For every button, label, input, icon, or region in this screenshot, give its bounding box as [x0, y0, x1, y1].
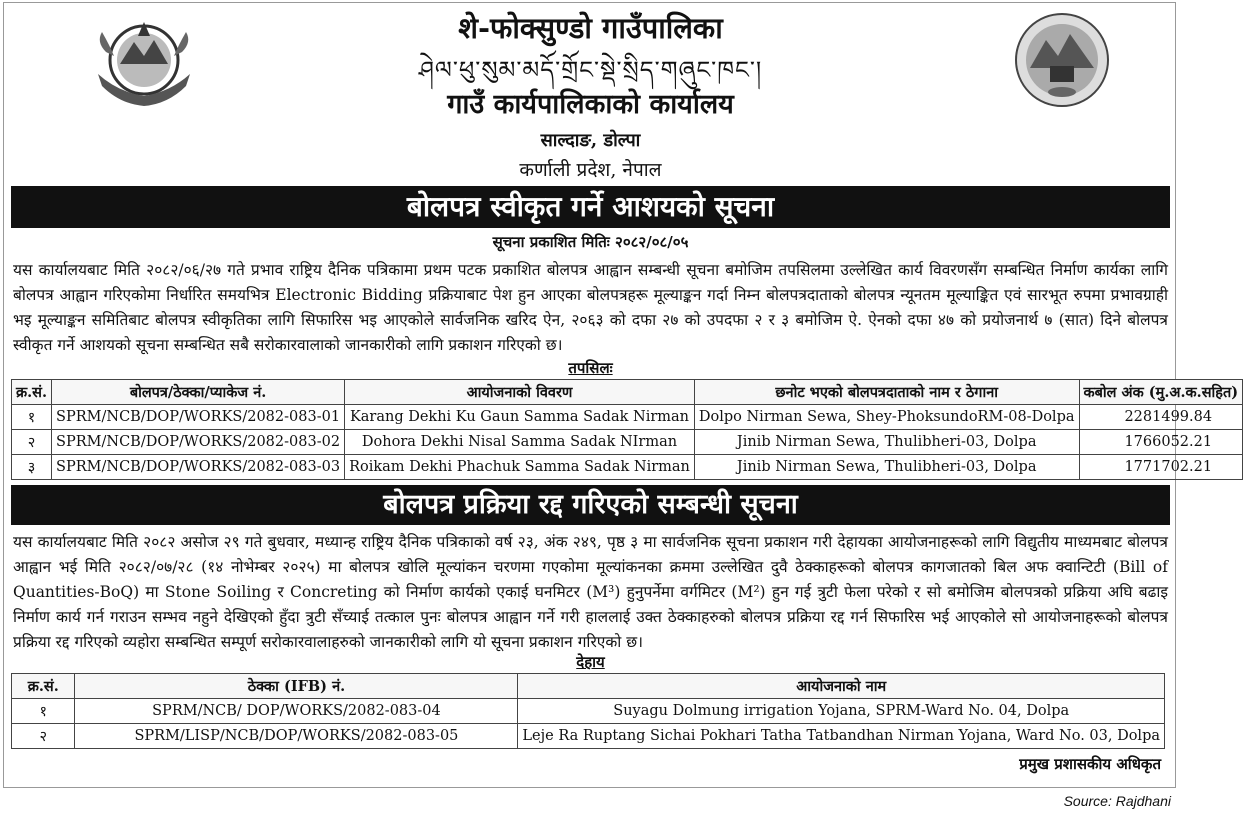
office-name: गाउँ कार्यपालिकाको कार्यालय	[447, 89, 734, 120]
cell-bidder: Jinib Nirman Sewa, Thulibheri-03, Dolpa	[694, 455, 1079, 480]
cell-package: SPRM/NCB/DOP/WORKS/2082-083-02	[52, 430, 345, 455]
table-row	[12, 699, 1165, 724]
table-row	[12, 455, 1243, 480]
cell-package: SPRM/NCB/DOP/WORKS/2082-083-01	[52, 405, 345, 430]
cell-package: SPRM/NCB/DOP/WORKS/2082-083-03	[52, 455, 345, 480]
table-heading-details: तपसिलः	[568, 359, 613, 377]
cell-project: Suyagu Dolmung irrigation Yojana, SPRM-Ward No. 04, Dolpa	[518, 699, 1165, 724]
column-header-sn: क्र.सं.	[12, 380, 52, 405]
cell-ifb: SPRM/LISP/NCB/DOP/WORKS/2082-083-05	[75, 724, 518, 749]
table-header-row	[12, 674, 1165, 699]
column-header-amount: कबोल अंक (मु.अ.क.सहित)	[1079, 380, 1243, 405]
office-location: साल्दाङ, डोल्पा	[540, 130, 641, 151]
cell-project: Karang Dekhi Ku Gaun Samma Sadak Nirman	[345, 405, 695, 430]
bid-acceptance-table	[11, 379, 1243, 480]
cell-bidder: Dolpo Nirman Sewa, Shey-PhoksundoRM-08-Dolpa	[694, 405, 1079, 430]
table-row	[12, 724, 1165, 749]
cell-sn: १	[12, 405, 52, 430]
table-row	[12, 430, 1243, 455]
column-header-package: बोलपत्र/ठेक्का/प्याकेज नं.	[52, 380, 345, 405]
signatory-title: प्रमुख प्रशासकीय अधिकृत	[1019, 755, 1161, 773]
cell-amount: 2281499.84	[1079, 405, 1243, 430]
table-row	[12, 405, 1243, 430]
column-header-project: आयोजनाको नाम	[518, 674, 1165, 699]
municipality-name: शे-फोक्सुण्डो गाउँपालिका	[458, 11, 723, 45]
cell-sn: १	[12, 699, 75, 724]
column-header-ifb: ठेक्का (IFB) नं.	[75, 674, 518, 699]
cell-bidder: Jinib Nirman Sewa, Thulibheri-03, Dolpa	[694, 430, 1079, 455]
cell-project: Roikam Dekhi Phachuk Samma Sadak Nirman	[345, 455, 695, 480]
notice-title-bid-cancellation: बोलपत्र प्रक्रिया रद्द गरिएको सम्बन्धी सूचना	[11, 485, 1170, 525]
source-credit: Source: Rajdhani	[1063, 793, 1171, 809]
cell-project: Dohora Dekhi Nisal Samma Sadak NIrman	[345, 430, 695, 455]
municipality-name-tibetan: ཤེལ་ཕུ་སུམ་མདོ་གྲོང་སྡེ་སྲིད་གཞུང་ཁང་།	[418, 56, 763, 84]
cell-amount: 1766052.21	[1079, 430, 1243, 455]
notice-title-bid-acceptance: बोलपत्र स्वीकृत गर्ने आशयको सूचना	[11, 186, 1170, 228]
bid-cancellation-table	[11, 673, 1165, 749]
notice-body-bid-acceptance: यस कार्यालयबाट मिति २०८२/०६/२७ गते प्रभाव राष्ट्रिय दैनिक पत्रिकामा प्रथम पटक प्रकाशित बोलपत्र आह्वान सम्बन्धी सूचना बमोजिम तपसिलमा उल्लेखित कार्य विवरणसँग सम्बन्धित निर्माण कार्यका लागि बोलपत्र आह्वान गरिएकोमा निर्धारित समयभित्र Electronic Bidding प्रक्रियाबाट पेश हुन आएका बोलपत्रहरू मूल्याङ्कन गर्दा निम्न बोलपत्रदाताको बोलपत्र न्यूनतम मूल्याङ्कित एवं सारभूत रुपमा प्रभावग्राही भइ मूल्याङ्कन समितिबाट बोलपत्र स्वीकृतिका लागि सिफारिस भइ आएकोले सार्वजनिक खरिद ऐन, २०६३ को दफा २७ को उपदफा २ र ३ बमोजिम ऐ. ऐनको दफा ४७ को प्रयोजनार्थ ७ (सात) दिने बोलपत्र स्वीकृत गर्ने आशयको सूचना सम्बन्धित सबै सरोकारवालाको जानकारीको लागि प्रकाशन गरिएको छ।	[13, 261, 1168, 354]
province-name: कर्णाली प्रदेश, नेपाल	[519, 159, 662, 181]
notice-body-bid-cancellation: यस कार्यालयबाट मिति २०८२ असोज २९ गते बुधवार, मध्यान्ह राष्ट्रिय दैनिक पत्रिकाको वर्ष २३, अंक २४९, पृष्ठ ३ मा सार्वजनिक सूचना प्रकाशन गरी देहायका आयोजनाहरूको लागि विद्युतीय माध्यमबाट बोलपत्र आह्वान भई मिति २०८२/०७/२८ (१४ नोभेम्बर २०२५) मा बोलपत्र खोलि मूल्यांकन चरणमा गएकोमा मूल्यांकनका क्रममा उल्लेखित दुवै ठेक्काहरूको बोलपत्र कागजातको बिल अफ क्वान्टिटी (Bill of Quantities-BoQ) मा Stone Soiling र Concreting को निर्माण कार्यको एकाई घनमिटर (M³) हुनुपर्नेमा वर्गमिटर (M²) हुन गई त्रुटी फेला परेको र सो बमोजिम बोलपत्रको प्रक्रिया अघि बढाइ निर्माण कार्य गर्न गराउन सम्भव नहुने देखिएको हुँदा त्रुटी सँच्याई तत्काल पुनः बोलपत्र आह्वान गर्ने गरी हाललाई उक्त ठेक्काहरुको बोलपत्र प्रक्रिया रद्द गर्न सिफारिस भई आएकोले सो आयोजनाहरूको बोलपत्र प्रक्रिया रद्द गरिएको व्यहोरा सम्बन्धित सम्पूर्ण सरोकारवालाहरुको जानकारीको लागि यो सूचना प्रकाशन गरिएको छ।	[13, 533, 1168, 651]
column-header-project: आयोजनाको विवरण	[345, 380, 695, 405]
column-header-sn: क्र.सं.	[12, 674, 75, 699]
column-header-bidder: छनोट भएको बोलपत्रदाताको नाम र ठेगाना	[694, 380, 1079, 405]
cell-project: Leje Ra Ruptang Sichai Pokhari Tatha Tatbandhan Nirman Yojana, Ward No. 03, Dolpa	[518, 724, 1165, 749]
cell-sn: २	[12, 724, 75, 749]
table-header-row	[12, 380, 1243, 405]
cell-amount: 1771702.21	[1079, 455, 1243, 480]
cell-ifb: SPRM/NCB/ DOP/WORKS/2082-083-04	[75, 699, 518, 724]
cell-sn: २	[12, 430, 52, 455]
cell-sn: ३	[12, 455, 52, 480]
published-date: सूचना प्रकाशित मितिः २०८२/०८/०५	[492, 233, 689, 251]
table-heading-list: देहाय	[576, 653, 605, 671]
